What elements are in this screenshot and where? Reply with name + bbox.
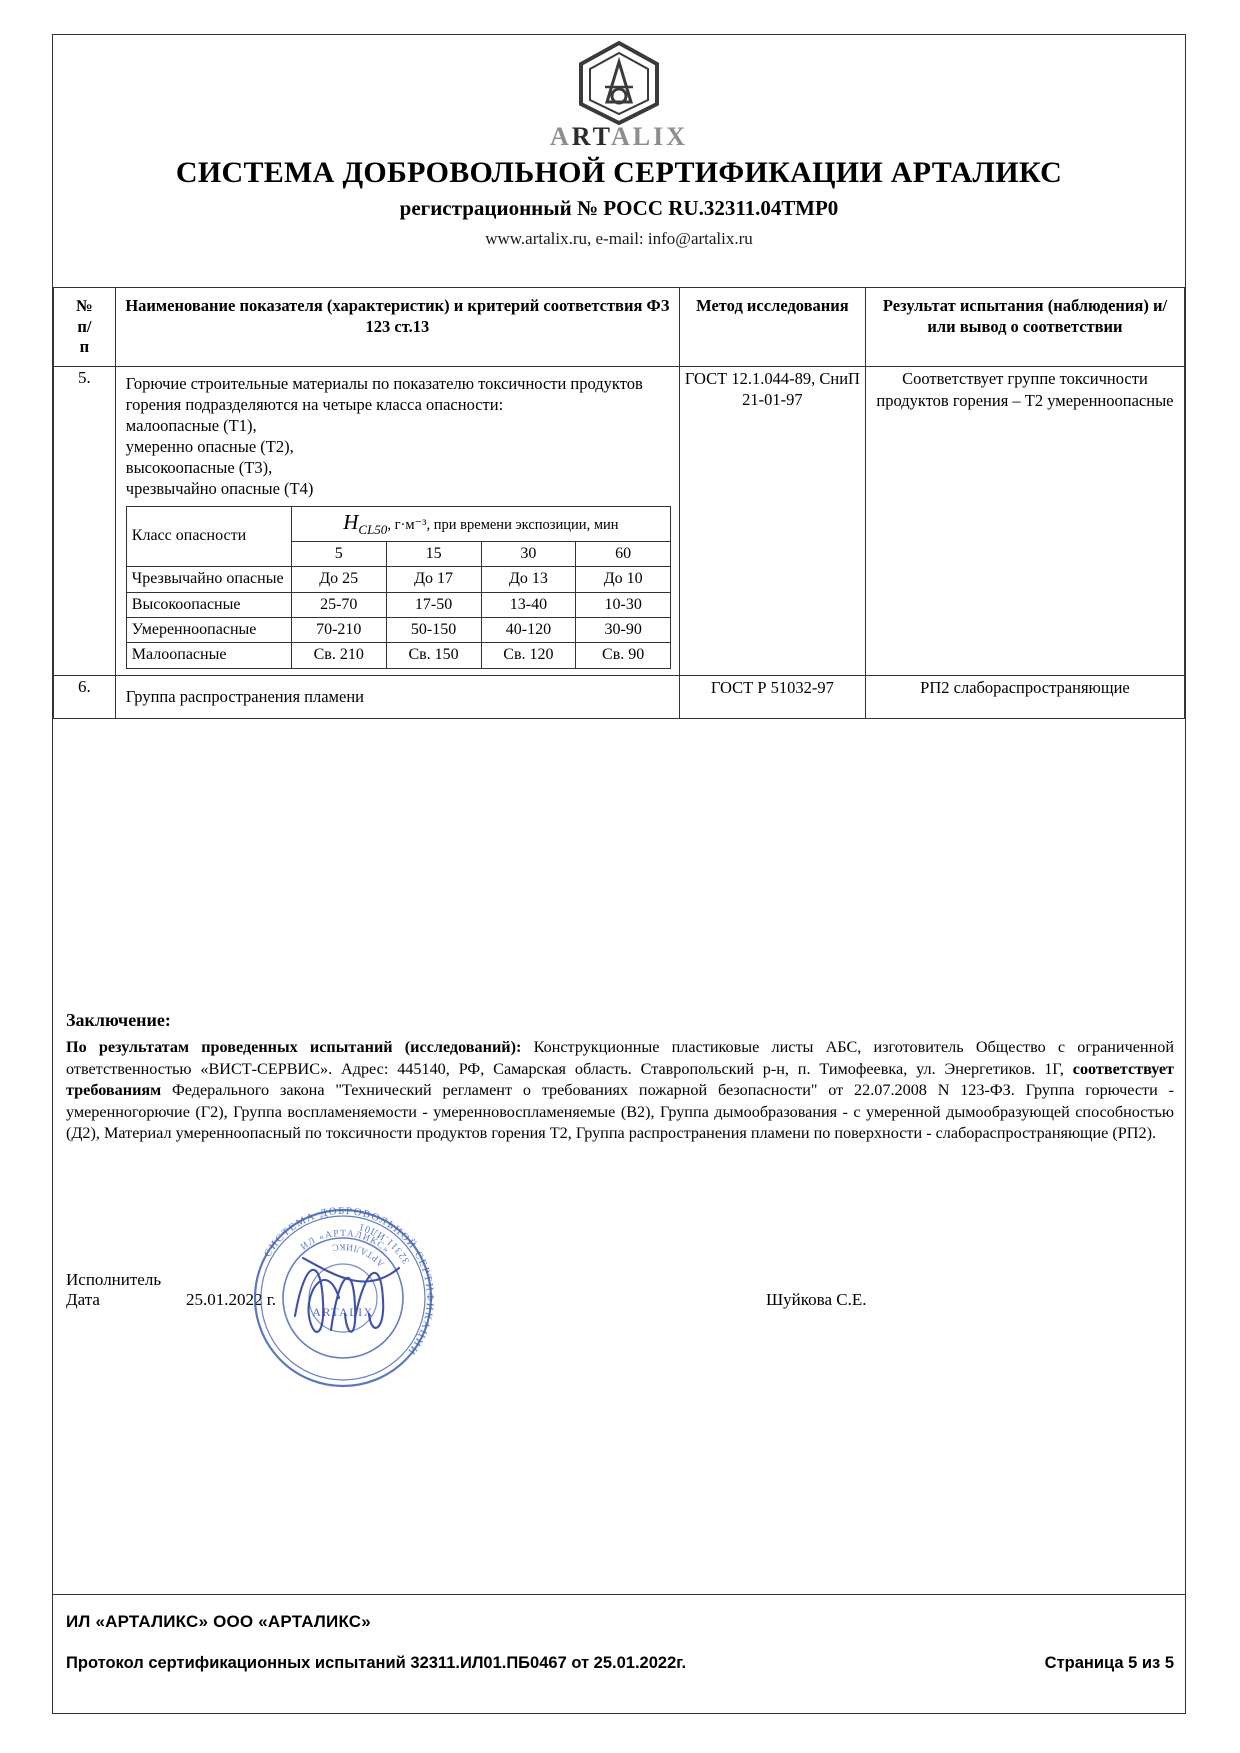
time-col-30: 30	[481, 541, 576, 566]
toxicity-class-1: малоопасные (Т1),	[125, 416, 257, 436]
time-col-60: 60	[576, 541, 671, 566]
inner-header-hcl	[291, 506, 670, 541]
footer-protocol: Протокол сертификационных испытаний 32311.ИЛ01.ПБ0467 от 25.01.2022г.	[66, 1654, 687, 1672]
brand-wordmark-rest: ALIX	[611, 122, 689, 151]
inner-cell: 70-210	[291, 618, 386, 643]
inner-cell: 50-150	[386, 618, 481, 643]
date-label: Дата	[66, 1290, 100, 1309]
page-title: СИСТЕМА ДОБРОВОЛЬНОЙ СЕРТИФИКАЦИИ АРТАЛИКС	[175, 156, 1063, 189]
inner-row-label: Чрезвычайно опасные	[126, 567, 291, 592]
toxicity-criteria-table	[126, 506, 671, 669]
conclusion-text-part-1: Конструкционные пластиковые листы АБС, изготовитель Общество с ограниченной ответственностью «ВИСТ-СЕРВИС». Адрес: 445140, РФ, Самарская область. Ставропольский р-н, п. Тимофеевка, ул. Энергетиков. 1Г,	[66, 1038, 1175, 1078]
hcl-symbol: H	[343, 509, 359, 534]
signature-block	[66, 1270, 1174, 1310]
contacts-line: www.artalix.ru, e-mail: info@artalix.ru	[485, 229, 753, 248]
svg-text:АРТАЛИКС: АРТАЛИКС	[330, 1240, 387, 1269]
date-value: 25.01.2022 г.	[186, 1290, 277, 1309]
column-header-result: Результат испытания (наблюдения) и/или вывод о соответствии	[865, 288, 1184, 367]
row-method: ГОСТ Р 51032-97	[679, 675, 865, 718]
footer-row	[66, 1654, 1174, 1673]
row-name-flame: Группа распространения пламени	[115, 675, 679, 718]
conclusion-text	[66, 1037, 1174, 1145]
footer-organization: ИЛ «АРТАЛИКС» ООО «АРТАЛИКС»	[66, 1612, 371, 1631]
svg-text:32311.ИЛ01: 32311.ИЛ01	[356, 1220, 413, 1266]
inner-cell: Св. 120	[481, 643, 576, 668]
inner-row-label: Высокоопасные	[126, 592, 291, 617]
page-frame	[52, 34, 1186, 1714]
hcl-subscript: CL50	[358, 521, 388, 537]
inner-cell: 25-70	[291, 592, 386, 617]
column-header-number-l2: п/	[77, 316, 92, 336]
inner-cell: 30-90	[576, 618, 671, 643]
inner-row-label: Малоопасные	[126, 643, 291, 668]
results-table	[53, 287, 1185, 719]
toxicity-class-2: умеренно опасные (Т2),	[125, 437, 294, 457]
inner-cell: До 13	[481, 567, 576, 592]
conclusion-bold-part: соответствует требованиям	[66, 1059, 1175, 1100]
brand-wordmark	[53, 122, 1185, 152]
inner-data-row	[126, 592, 670, 617]
inner-row-label: Умеренноопасные	[126, 618, 291, 643]
time-col-5: 5	[291, 541, 386, 566]
toxicity-class-4: чрезвычайно опасные (Т4)	[125, 479, 314, 499]
signatory-name: Шуйкова С.Е.	[766, 1290, 867, 1309]
inner-cell: 13-40	[481, 592, 576, 617]
document-footer	[66, 1612, 1174, 1673]
hcl-units: , г·м⁻³, при времени экспозиции, мин	[387, 516, 619, 533]
footer-page-number: Страница 5 из 5	[1044, 1654, 1174, 1672]
row-number: 5.	[54, 366, 116, 675]
table-row	[54, 366, 1185, 675]
column-header-number-l3: п	[79, 337, 90, 357]
brand-wordmark-prefix: A	[549, 122, 572, 151]
brand-wordmark-mid: RT	[571, 122, 612, 151]
footer-divider	[53, 1594, 1185, 1595]
inner-cell: 40-120	[481, 618, 576, 643]
executor-row	[66, 1270, 1174, 1290]
inner-cell: До 25	[291, 567, 386, 592]
inner-data-row	[126, 567, 670, 592]
inner-cell: До 17	[386, 567, 481, 592]
row-number: 6.	[54, 675, 116, 718]
artalix-logo	[53, 40, 1185, 126]
inner-cell: Св. 210	[291, 643, 386, 668]
time-col-15: 15	[386, 541, 481, 566]
svg-text:СИСТЕМА ДОБРОВОЛЬНОЙ СЕРТИФИКА: СИСТЕМА ДОБРОВОЛЬНОЙ СЕРТИФИКАЦИИ	[262, 1205, 436, 1358]
svg-text:ИЛ «АРТАЛИКС»: ИЛ «АРТАЛИКС»	[299, 1228, 392, 1257]
document-header	[53, 40, 1185, 249]
conclusion-block	[66, 1010, 1174, 1145]
inner-header-class: Класс опасности	[126, 506, 291, 567]
column-header-number	[54, 288, 116, 367]
date-row	[66, 1290, 1174, 1310]
inner-data-row	[126, 618, 670, 643]
registration-number: регистрационный № РОСС RU.32311.04ТМР0	[399, 196, 839, 220]
inner-cell: Св. 90	[576, 643, 671, 668]
table-header-row	[54, 288, 1185, 367]
toxicity-intro: Горючие строительные материалы по показателю токсичности продуктов горения подразделяются на четыре класса опасности:	[125, 373, 643, 414]
row-result: Соответствует группе токсичности продуктов горения – Т2 умеренноопасные	[865, 366, 1184, 675]
column-header-name: Наименование показателя (характеристик) и критерий соответствия ФЗ 123 ст.13	[115, 288, 679, 367]
toxicity-class-3: высокоопасные (Т3),	[125, 458, 273, 478]
conclusion-text-part-2: Федерального закона "Технический регламент о требованиях пожарной безопасности" от 22.07.2008 N 123-ФЗ. Группа горючести - умеренногорючие (Г2), Группа воспламеняемости - умеренновоспламеняемые (В2), Группа дымообразования - с умеренной дымообразующей способностью (Д2), Материал умеренноопасный по токсичности продуктов горения Т2, Группа распространения пламени по поверхности - слабораспространяющие (РП2).	[66, 1081, 1174, 1143]
inner-cell: 17-50	[386, 592, 481, 617]
svg-text:ARTALIX: ARTALIX	[312, 1305, 374, 1319]
conclusion-title: Заключение:	[66, 1010, 171, 1030]
row-result: РП2 слабораспространяющие	[865, 675, 1184, 718]
table-row	[54, 675, 1185, 718]
inner-cell: Св. 150	[386, 643, 481, 668]
row-name-toxicity	[115, 366, 679, 675]
executor-label: Исполнитель	[66, 1270, 162, 1289]
conclusion-lead: По результатам проведенных испытаний (исследований):	[66, 1038, 522, 1056]
column-header-method: Метод исследования	[679, 288, 865, 367]
column-header-number-l1: №	[76, 296, 93, 315]
inner-header-row	[126, 506, 670, 541]
inner-cell: До 10	[576, 567, 671, 592]
inner-cell: 10-30	[576, 592, 671, 617]
row-method: ГОСТ 12.1.044-89, СниП 21-01-97	[679, 366, 865, 675]
inner-data-row	[126, 643, 670, 668]
